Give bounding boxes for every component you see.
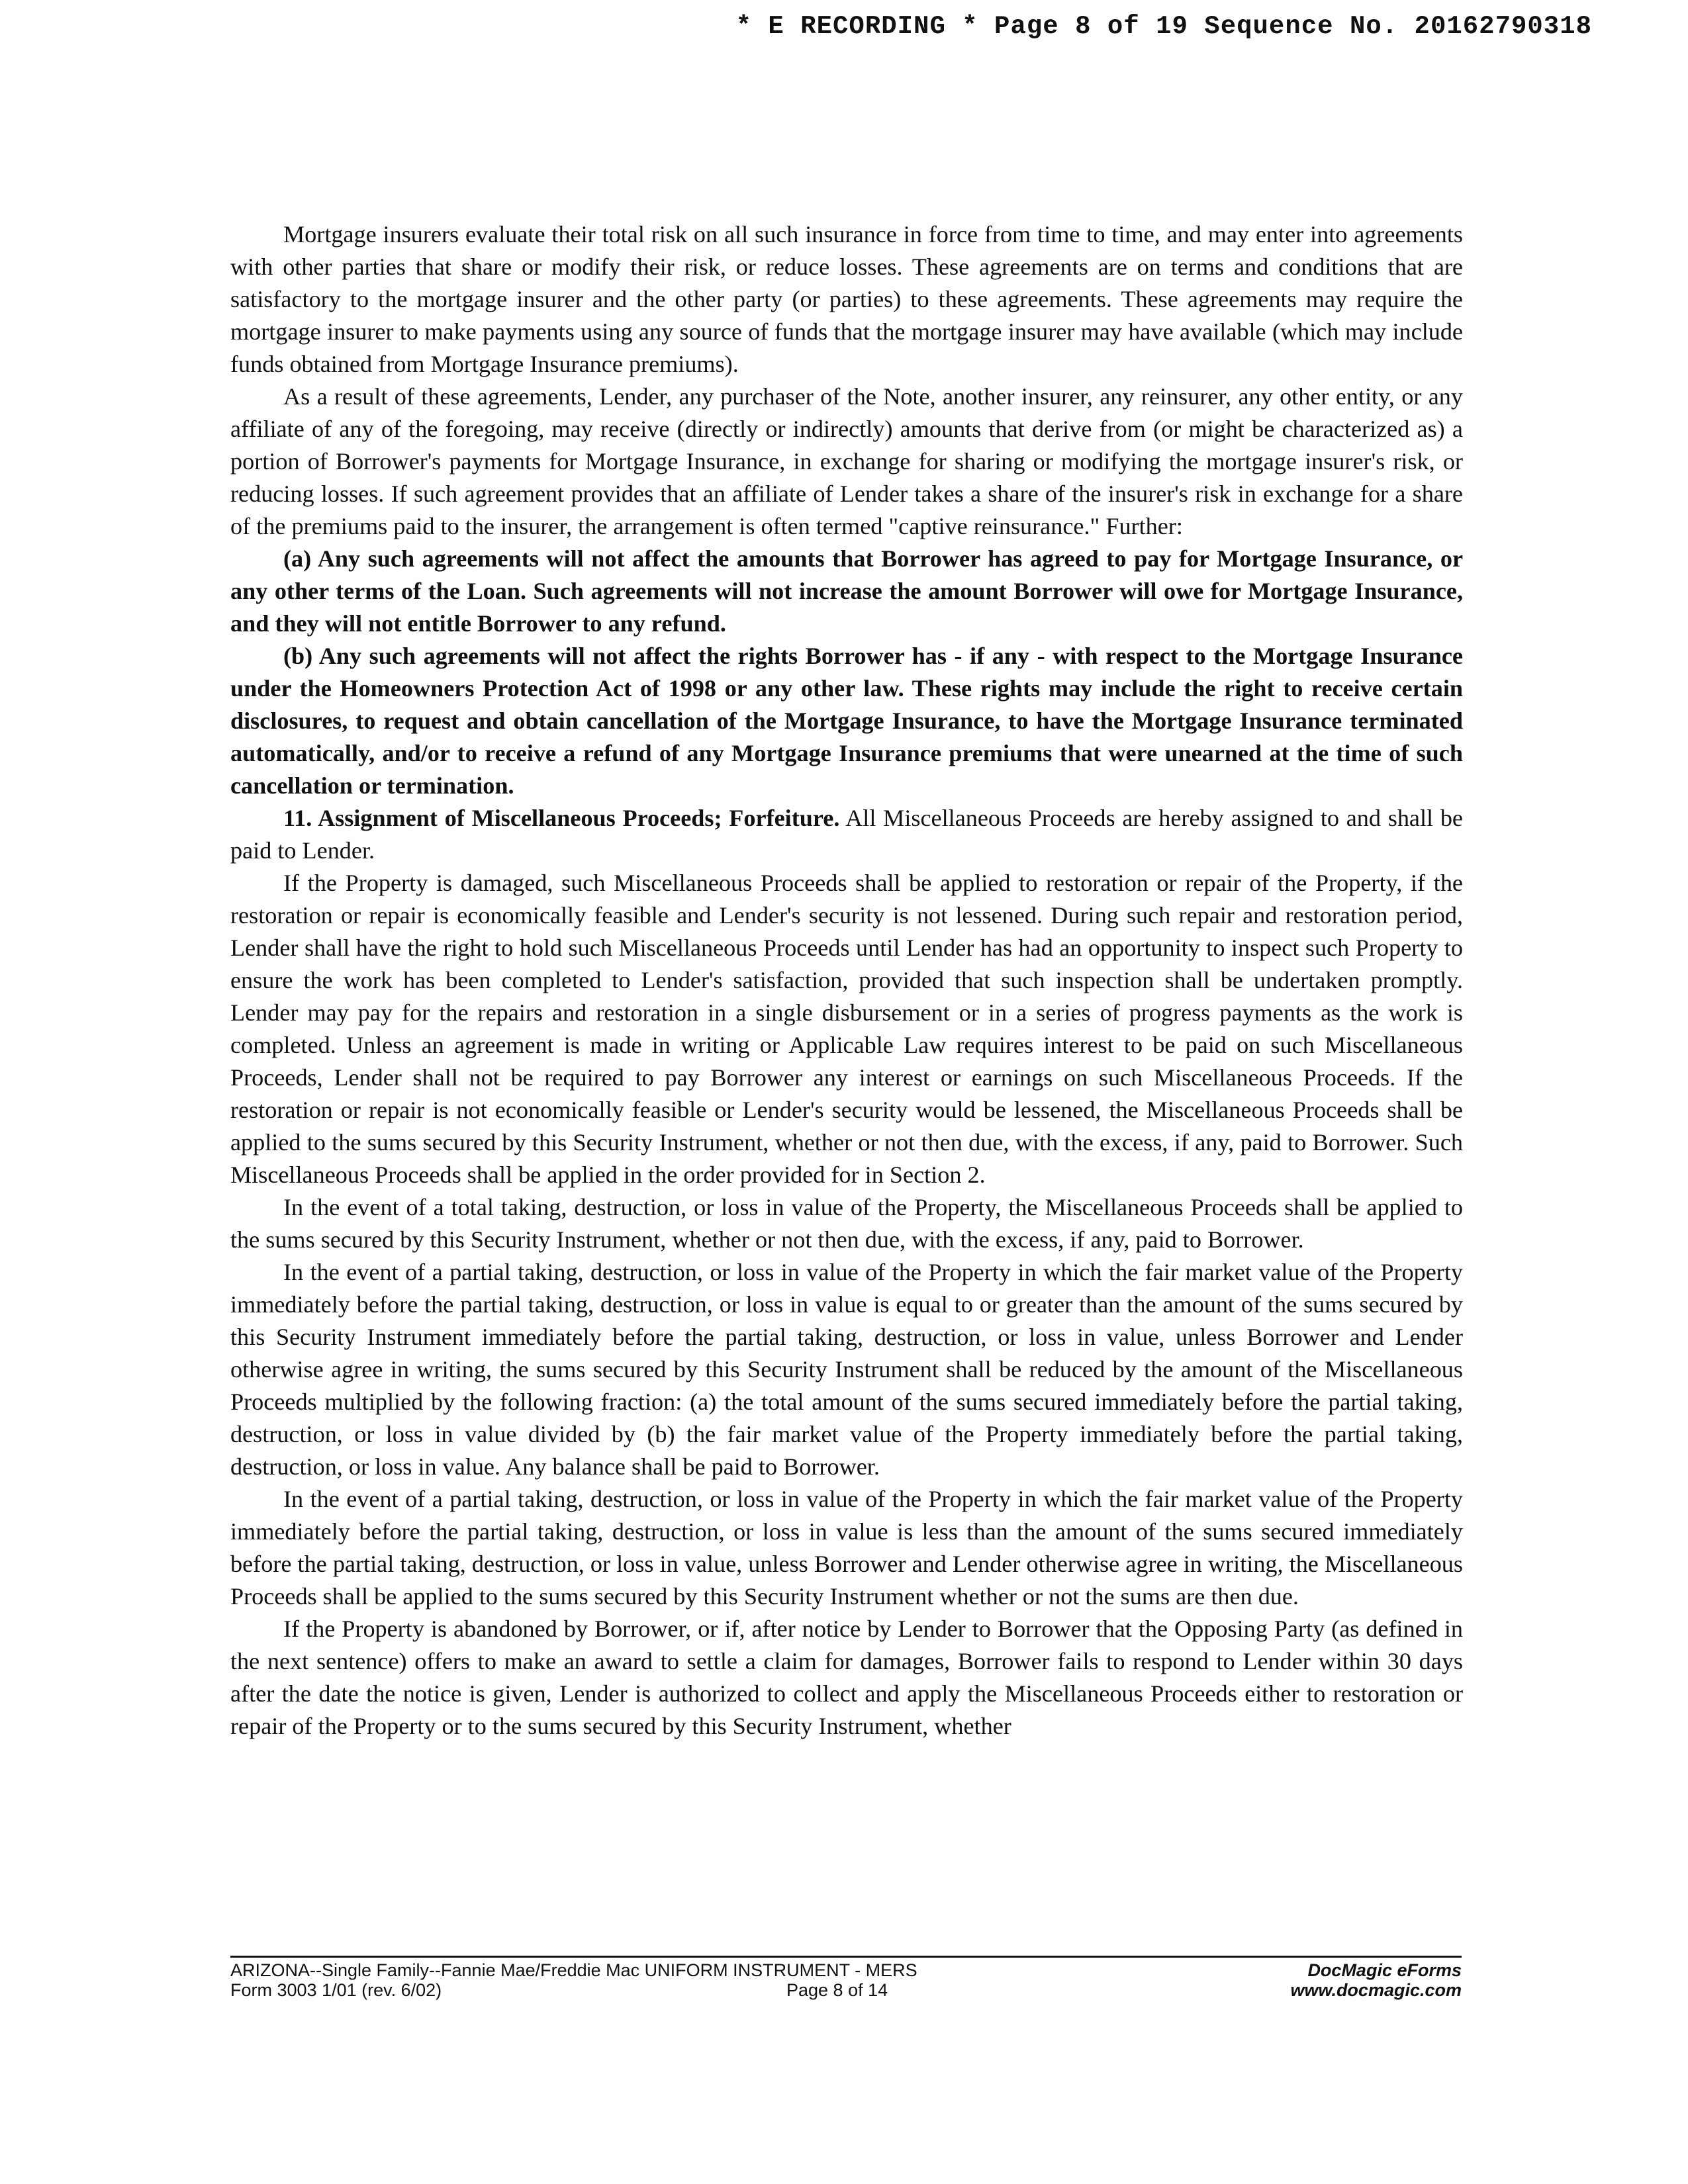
paragraph-partial-taking-greater: In the event of a partial taking, destruction, or loss in value of the Property in which the fair market value of the Property immediately before the partial taking, destruction, or loss in value is equal to or greater than the amount of the sums secured by this Security Instrument immediately before the partial taking, destruction, or loss in value, unless Borrower and Lender otherwise agree in writing, the sums secured by this Security Instrument shall be reduced by the amount of the Miscellaneous Proceeds multiplied by the following fraction: (a) the total amount of the sums secured immediately before the partial taking, destruction, or loss in value divided by (b) the fair market value of the Property immediately before the partial taking, destruction, or loss in value. Any balance shall be paid to Borrower. bbox=[230, 1259, 1463, 1480]
paragraph-captive-reinsurance: As a result of these agreements, Lender, any purchaser of the Note, another insurer, any reinsurer, any other entity, or any affiliate of any of the foregoing, may receive (directly or indirectly) amounts that derive from (or might be characterized as) a portion of Borrower's payments for Mortgage Insurance, in exchange for sharing or modifying the mortgage insurer's risk, or reducing losses. If such agreement provides that an affiliate of Lender takes a share of the insurer's risk in exchange for a share of the premiums paid to the insurer, the arrangement is often termed "captive reinsurance." Further: bbox=[230, 383, 1463, 539]
recording-stamp: * E RECORDING * Page 8 of 19 Sequence No. 20162790318 bbox=[735, 12, 1592, 41]
section-11-heading: 11. Assignment of Miscellaneous Proceeds; Forfeiture. bbox=[283, 805, 840, 831]
footer-form-number: Form 3003 1/01 (rev. 6/02) bbox=[230, 1980, 442, 2000]
paragraph-clause-a: (a) Any such agreements will not affect the amounts that Borrower has agreed to pay for Mortgage Insurance, or any other terms of the Loan. Such agreements will not increase the amount Borrower will owe for Mortgage Insurance, and they will not entitle Borrower to any refund. bbox=[230, 545, 1463, 637]
footer-brand: DocMagic eForms bbox=[1307, 1960, 1462, 1980]
paragraph-partial-taking-less: In the event of a partial taking, destruction, or loss in value of the Property in which the fair market value of the Property immediately before the partial taking, destruction, or loss in value is less than the amount of the sums secured immediately before the partial taking, destruction, or loss in value, unless Borrower and Lender otherwise agree in writing, the Miscellaneous Proceeds shall be applied to the sums secured by this Security Instrument whether or not the sums are then due. bbox=[230, 1486, 1463, 1610]
footer-form-title: ARIZONA--Single Family--Fannie Mae/Freddie Mac UNIFORM INSTRUMENT - MERS bbox=[230, 1960, 917, 1980]
paragraph-clause-b: (b) Any such agreements will not affect the rights Borrower has - if any - with respect to the Mortgage Insurance under the Homeowners Protection Act of 1998 or any other law. These rights may include the right to receive certain disclosures, to request and obtain cancellation of the Mortgage Insurance, to have the Mortgage Insurance terminated automatically, and/or to receive a refund of any Mortgage Insurance premiums that were unearned at the time of such cancellation or termination. bbox=[230, 643, 1463, 799]
paragraph-property-damaged: If the Property is damaged, such Miscellaneous Proceeds shall be applied to restoration or repair of the Property, if the restoration or repair is economically feasible and Lender's security is not lessened. During such repair and restoration period, Lender shall have the right to hold such Miscellaneous Proceeds until Lender has had an opportunity to inspect such Property to ensure the work has been completed to Lender's satisfaction, provided that such inspection shall be undertaken promptly. Lender may pay for the repairs and restoration in a single disbursement or in a series of progress payments as the work is completed. Unless an agreement is made in writing or Applicable Law requires interest to be paid on such Miscellaneous Proceeds, Lender shall not be required to pay Borrower any interest or earnings on such Miscellaneous Proceeds. If the restoration or repair is not economically feasible or Lender's security would be lessened, the Miscellaneous Proceeds shall be applied to the sums secured by this Security Instrument, whether or not then due, with the excess, if any, paid to Borrower. Such Miscellaneous Proceeds shall be applied in the order provided for in Section 2. bbox=[230, 870, 1463, 1188]
footer-website: www.docmagic.com bbox=[1290, 1980, 1462, 2000]
paragraph-mortgage-insurers: Mortgage insurers evaluate their total risk on all such insurance in force from time to time, and may enter into agreements with other parties that share or modify their risk, or reduce losses. These agreements are on terms and conditions that are satisfactory to the mortgage insurer and the other party (or parties) to these agreements. These agreements may require the mortgage insurer to make payments using any source of funds that the mortgage insurer may have available (which may include funds obtained from Mortgage Insurance premiums). bbox=[230, 221, 1463, 377]
paragraph-property-abandoned: If the Property is abandoned by Borrower, or if, after notice by Lender to Borrower that the Opposing Party (as defined in the next sentence) offers to make an award to settle a claim for damages, Borrower fails to respond to Lender within 30 days after the date the notice is given, Lender is authorized to collect and apply the Miscellaneous Proceeds either to restoration or repair of the Property or to the sums secured by this Security Instrument, whether bbox=[230, 1615, 1463, 1739]
footer-divider bbox=[230, 1956, 1462, 1958]
paragraph-section-11 bbox=[230, 802, 1463, 867]
section-11-text: All Miscellaneous Proceeds are hereby assigned to and shall be paid to Lender. bbox=[230, 805, 1463, 864]
document-body bbox=[230, 218, 1463, 1743]
page-footer bbox=[230, 1960, 1462, 2007]
footer-page-number: Page 8 of 14 bbox=[786, 1980, 888, 2000]
footer-brand-block bbox=[1290, 1960, 1462, 2000]
paragraph-total-taking: In the event of a total taking, destruction, or loss in value of the Property, the Miscellaneous Proceeds shall be applied to the sums secured by this Security Instrument, whether or not then due, with the excess, if any, paid to Borrower. bbox=[230, 1194, 1463, 1253]
